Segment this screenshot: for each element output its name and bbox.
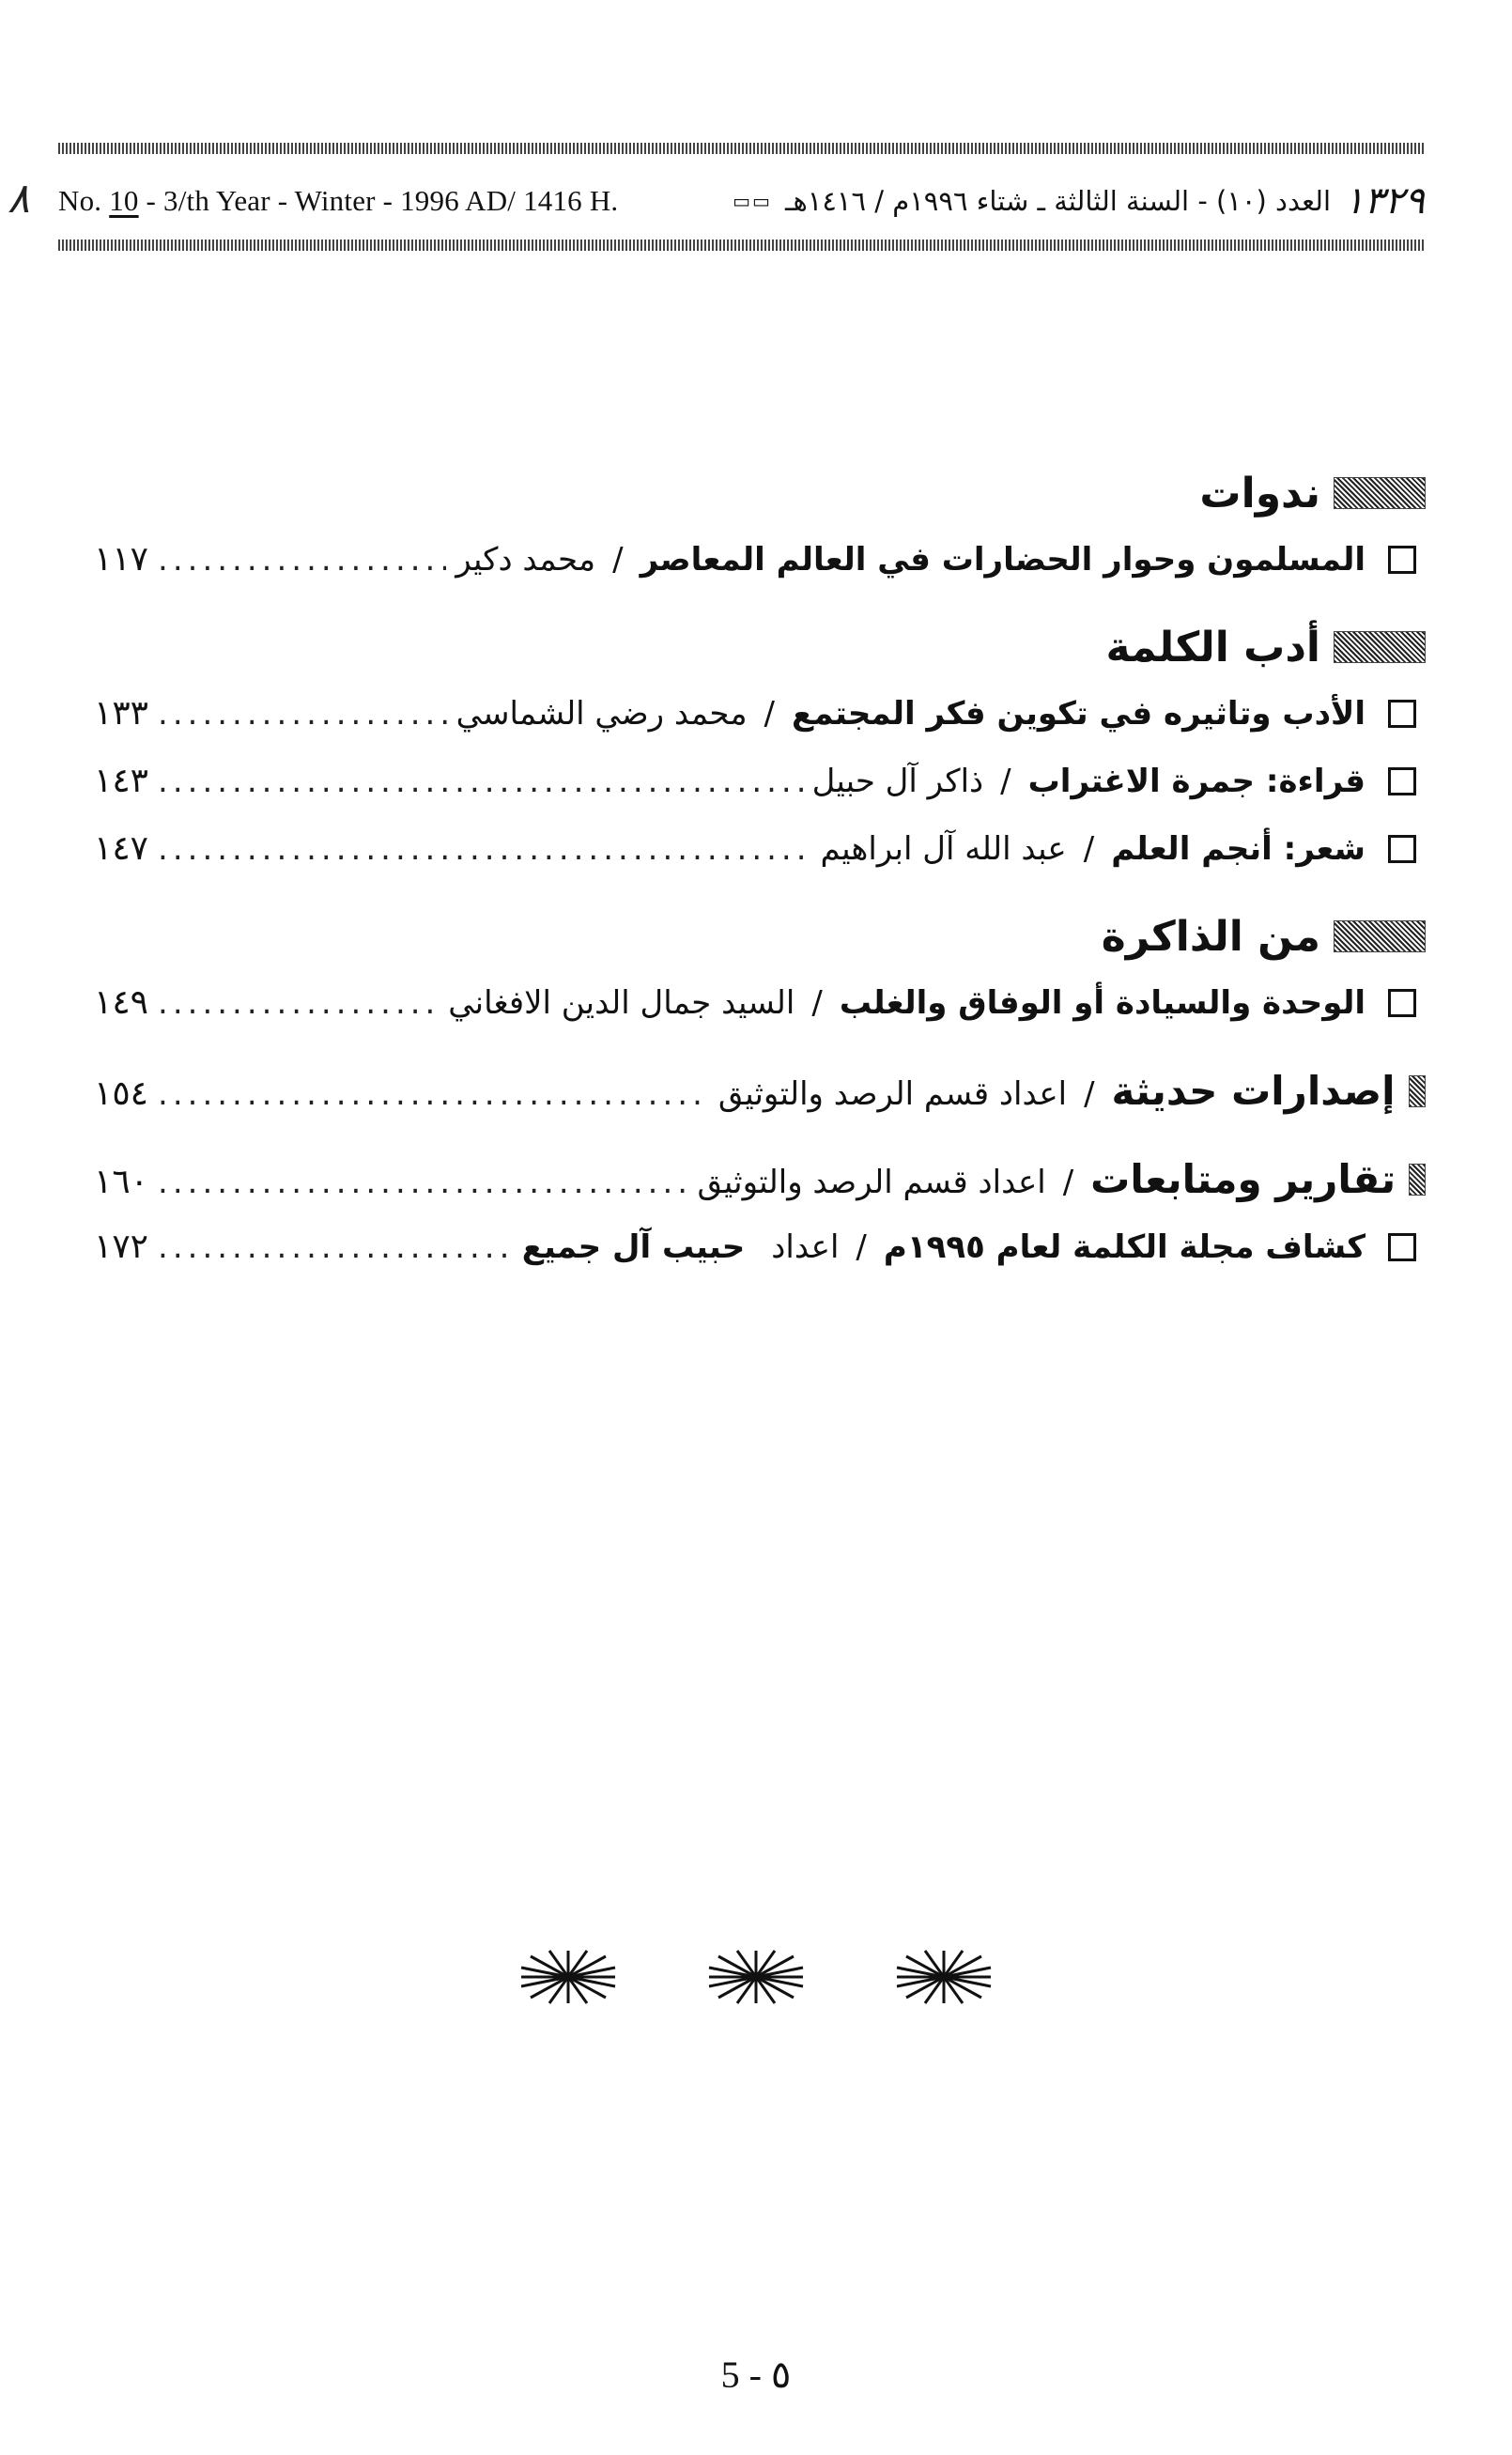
section-title: أدب الكلمة — [94, 614, 1426, 680]
page-number: ١٦٠ — [94, 1163, 149, 1201]
toc-entry[interactable]: قراءة: جمرة الاغتراب / ذاكر آل حبيل ..... ١٤٣ — [94, 748, 1426, 815]
toc-entry[interactable]: كشاف مجلة الكلمة لعام ١٩٩٥م / اعداد حبيب آل جميع ..... ١٧٢ — [94, 1213, 1426, 1281]
section-marker — [1334, 477, 1426, 509]
dot-leader — [158, 1060, 709, 1128]
dot-leader — [158, 680, 447, 748]
margin-mark: ۸ — [8, 176, 30, 222]
section-nadawat — [94, 460, 1426, 594]
dot-leader — [158, 1213, 513, 1281]
star-icon — [517, 1949, 620, 2005]
header-arabic — [733, 179, 1425, 223]
star-icon — [704, 1949, 808, 2005]
handwritten-number: ١٣٢٩ — [1344, 179, 1425, 223]
section-marker — [1334, 631, 1426, 663]
checkbox-icon — [1388, 1233, 1416, 1261]
toc-entry[interactable]: تقارير ومتابعات / اعداد قسم الرصد والتوثيق ..... ١٦٠ — [94, 1146, 1426, 1213]
section-title: من الذاكرة — [94, 903, 1426, 969]
page-number: ١٥٤ — [94, 1074, 149, 1113]
dot-leader — [158, 748, 803, 815]
toc-entry[interactable]: المسلمون وحوار الحضارات في العالم المعاصر / محمد دكير ..... ١١٧ — [94, 526, 1426, 594]
toc-entry[interactable]: الوحدة والسيادة أو الوفاق والغلب / السيد جمال الدين الافغاني ..... ١٤٩ — [94, 969, 1426, 1037]
checkbox-icon — [1388, 700, 1416, 728]
toc-entry[interactable]: الأدب وتاثيره في تكوين فكر المجتمع / محمد رضي الشماسي ..... ١٣٣ — [94, 680, 1426, 748]
page-number: ١٤٣ — [94, 762, 149, 800]
header-english: No. 10 - 3/th Year - Winter - 1996 AD/ 1416 H. — [58, 184, 619, 217]
running-header — [58, 177, 1425, 225]
checkbox-icon — [1388, 767, 1416, 795]
dot-leader — [158, 969, 439, 1037]
ornament-stars — [0, 1949, 1512, 2005]
header-rule-top — [58, 143, 1425, 154]
section-title: ندوات — [94, 460, 1426, 526]
header-boxes: ▭▭ — [733, 190, 772, 212]
page-number: ١٤٧ — [94, 829, 149, 868]
table-of-contents — [94, 460, 1426, 1302]
checkbox-icon — [1388, 835, 1416, 863]
toc-entry[interactable]: إصدارات حديثة / اعداد قسم الرصد والتوثيق ..... ١٥٤ — [94, 1058, 1426, 1125]
dot-leader — [158, 1149, 687, 1216]
dot-leader — [158, 815, 811, 883]
page-number: ١٤٩ — [94, 983, 149, 1022]
toc-entry[interactable]: شعر: أنجم العلم / عبد الله آل ابراهيم ..... ١٤٧ — [94, 815, 1426, 883]
checkbox-icon — [1388, 546, 1416, 574]
section-adab-al-kalima — [94, 614, 1426, 883]
star-icon — [892, 1949, 995, 2005]
section-title: تقارير ومتابعات — [1090, 1156, 1396, 1202]
section-title: إصدارات حديثة — [1111, 1068, 1396, 1114]
page-number: ١٧٢ — [94, 1228, 149, 1266]
section-isdarat-haditha — [94, 1058, 1426, 1125]
header-arabic-text: العدد (١٠) - السنة الثالثة ـ شتاء ١٩٩٦م / ١٤١٦هـ — [784, 185, 1332, 217]
section-marker — [1334, 920, 1426, 952]
header-rule-bottom — [58, 239, 1425, 251]
dot-leader — [158, 526, 446, 594]
checkbox-icon — [1388, 989, 1416, 1017]
page-number: ١٣٣ — [94, 694, 149, 733]
page-number: ١١٧ — [94, 540, 149, 579]
section-min-al-thakira — [94, 903, 1426, 1037]
section-marker — [1409, 1164, 1426, 1196]
page-footer-number: 5 - ٥ — [720, 2354, 792, 2396]
section-taqarir — [94, 1146, 1426, 1281]
section-marker — [1409, 1075, 1427, 1107]
issue-number: 10 — [109, 184, 139, 217]
